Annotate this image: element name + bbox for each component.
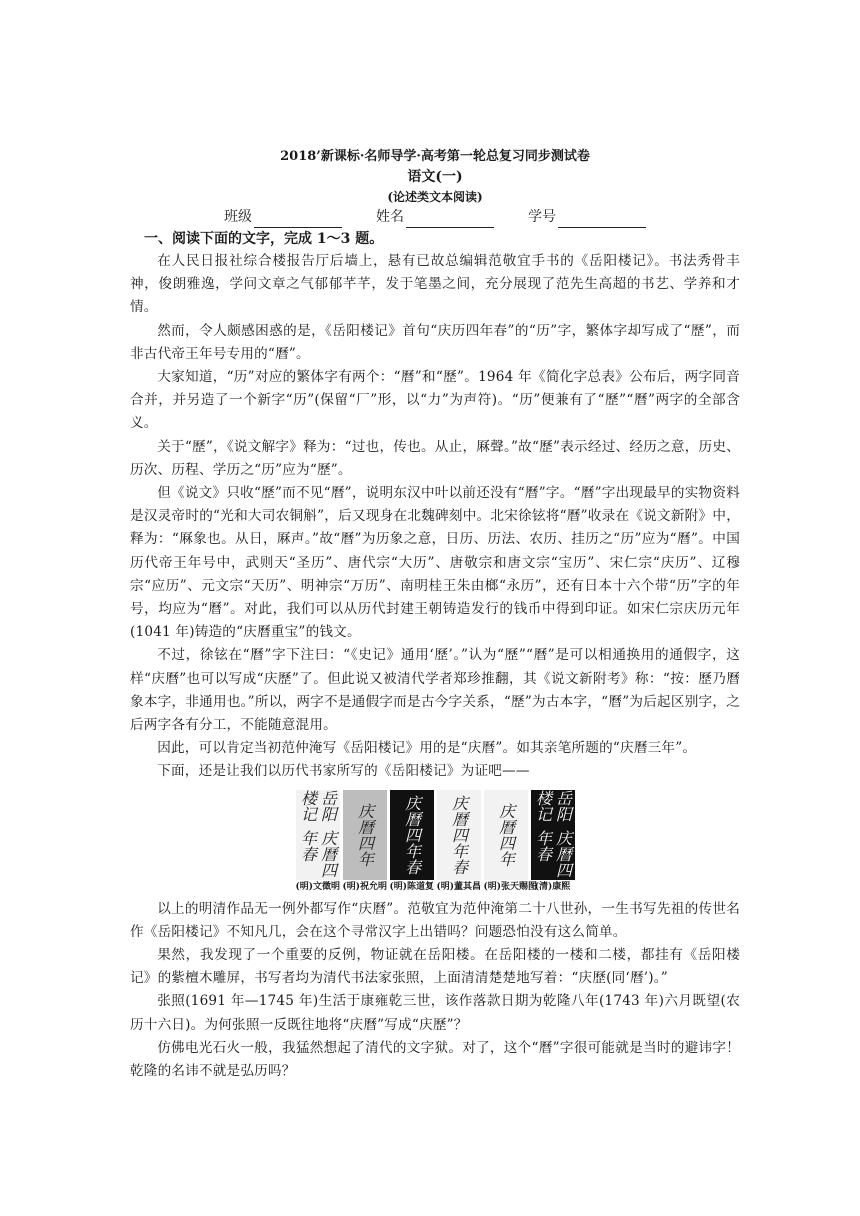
calligraphy-text: 岳阳楼记 bbox=[533, 789, 573, 822]
figure-caption: (明)文徵明 bbox=[295, 881, 341, 892]
calligraphy-text: 庆曆四年 bbox=[496, 802, 516, 867]
paper-subtitle: (论述类文本阅读) bbox=[387, 190, 483, 204]
paragraph: 在人民日报社综合楼报告厅后墙上，悬有已故总编辑范敬宜手书的《岳阳楼记》。书法秀骨丰神，俊朗雅逸，学问文章之气郁郁芊芊，发于笔墨之间，充分展现了范先生高超的书艺、学养和才情。 bbox=[130, 253, 740, 316]
calligraphy-panel bbox=[343, 790, 387, 880]
paragraph: 下面，还是让我们以历代书家所写的《岳阳楼记》为证吧—— bbox=[157, 763, 530, 780]
question-heading: 一、阅读下面的文字，完成 1～3 题。 bbox=[144, 231, 384, 247]
calligraphy-panel bbox=[296, 790, 340, 880]
paragraph: 果然，我发现了一个重要的反例，物证就在岳阳楼。在岳阳楼的一楼和二楼，都挂有《岳阳楼记》的紫檀木雕屏，书写者均为清代书法家张照，上面清清楚楚地写着：“庆歷(同‘曆’)。” bbox=[130, 947, 740, 987]
calligraphy-text: 庆曆四年春 bbox=[449, 794, 469, 875]
calligraphy-panel bbox=[390, 790, 434, 880]
paragraph: 不过，徐铉在“曆”字下注曰：“《史记》通用‘歷’。”认为“歷”“曆”是可以相通换用的通假字，这样“庆曆”也可以写成“庆歷”了。但此说又被清代学者郑珍推翻，其《说文新附考》称：“按：歷乃曆象本字，非通用也。”所以，两字不是通假字而是古今字关系，“歷”为古本字，“曆”为后起区别字，之后两字各有分工，不能随意混用。 bbox=[130, 647, 740, 734]
class-field bbox=[224, 206, 342, 228]
paragraph: 大家知道，“历”对应的繁体字有两个：“曆”和“歷”。1964 年《简化字总表》公布后，两字同音合并，并另造了一个新字“历”(保留“厂”形，以“力”为声符)。“历”便兼有了“歷”“曆”两字的全部含义。 bbox=[130, 369, 740, 432]
calligraphy-figure bbox=[130, 790, 740, 880]
paragraph: 然而，令人颇感困惑的是，《岳阳楼记》首句“庆历四年春”的“历”字，繁体字却写成了“歷”，而非古代帝王年号专用的“曆”。 bbox=[130, 322, 740, 362]
figure-caption: (明)张天赐图 bbox=[483, 881, 538, 892]
figure-caption: (明)董其昌 bbox=[436, 881, 482, 892]
calligraphy-panel bbox=[531, 790, 575, 880]
calligraphy-text: 庆曆四年 bbox=[355, 802, 375, 867]
paragraph: 以上的明清作品无一例外都写作“庆曆”。范敬宜为范仲淹第二十八世孙，一生书写先祖的传世名作《岳阳楼记》不知凡几，会在这个寻常汉字上出错吗？问题恐怕没有这么简单。 bbox=[130, 900, 740, 940]
figure-caption: (清)康熙 bbox=[534, 881, 571, 892]
calligraphy-text: 岳阳楼记 bbox=[298, 789, 338, 822]
paper-title: 2018’新课标·名师导学·高考第一轮总复习同步测试卷 bbox=[280, 149, 590, 164]
calligraphy-panel bbox=[437, 790, 481, 880]
paragraph: 因此，可以肯定当初范仲淹写《岳阳楼记》用的是“庆曆”。如其亲笔所题的“庆曆三年”。 bbox=[157, 740, 697, 757]
calligraphy-text: 庆曆四年春 bbox=[298, 829, 338, 878]
figure-caption: (明)陈道复 bbox=[389, 881, 435, 892]
figure-caption: (明)祝允明 bbox=[342, 881, 388, 892]
class-label: 班级 bbox=[224, 209, 252, 225]
student-id-label: 学号 bbox=[528, 209, 556, 225]
student-info-fields bbox=[130, 206, 740, 228]
paragraph: 张照(1691 年—1745 年)生活于康雍乾三世，该作落款日期为乾隆八年(1743 年)六月既望(农历十六日)。为何张照一反既往地将“庆曆”写成“庆歷”？ bbox=[130, 993, 740, 1033]
paragraph: 仿佛电光石火一般，我猛然想起了清代的文字狱。对了，这个“曆”字很可能就是当时的避讳字！乾隆的名讳不就是弘历吗？ bbox=[130, 1039, 740, 1080]
class-blank bbox=[254, 211, 342, 228]
name-label: 姓名 bbox=[376, 209, 404, 225]
name-blank bbox=[406, 211, 494, 228]
calligraphy-panel bbox=[484, 790, 528, 880]
name-field bbox=[376, 206, 494, 228]
paragraph: 但《说文》只收“歷”而不见“曆”，说明东汉中叶以前还没有“曆”字。“曆”字出现最早的实物资料是汉灵帝时的“光和大司农铜斛”，后又现身在北魏碑刻中。北宋徐铉将“曆”收录在《说文新附》中，释为：“厤象也。从日，厤声。”故“曆”为历象之意，日历、历法、农历、挂历之“历”应为“曆”。中国历代帝王年号中，武则天“圣历”、唐代宗“大历”、唐敬宗和唐文宗“宝历”、宋仁宗“庆历”、辽穆宗“应历”、元文宗“天历”、明神宗“万历”、南明桂王朱由榔“永历”，还有日本十六个带“历”字的年号，均应为“曆”。对此，我们可以从历代封建王朝铸造发行的钱币中得到印证。如宋仁宗庆历元年(1041 年)铸造的“庆曆重宝”的钱文。 bbox=[130, 485, 740, 641]
student-id-field bbox=[528, 206, 646, 228]
paragraph: 关于“歷”，《说文解字》释为：“过也，传也。从止，厤聲。”故“歷”表示经过、经历之意，历史、历次、历程、学历之“历”应为“歷”。 bbox=[130, 438, 740, 478]
student-id-blank bbox=[558, 211, 646, 228]
paper-subject: 语文(一) bbox=[407, 169, 463, 185]
figure-captions bbox=[130, 880, 740, 894]
calligraphy-text: 庆曆四年春 bbox=[533, 829, 573, 878]
test-paper-page bbox=[130, 148, 740, 1083]
calligraphy-text: 庆曆四年春 bbox=[402, 794, 422, 875]
